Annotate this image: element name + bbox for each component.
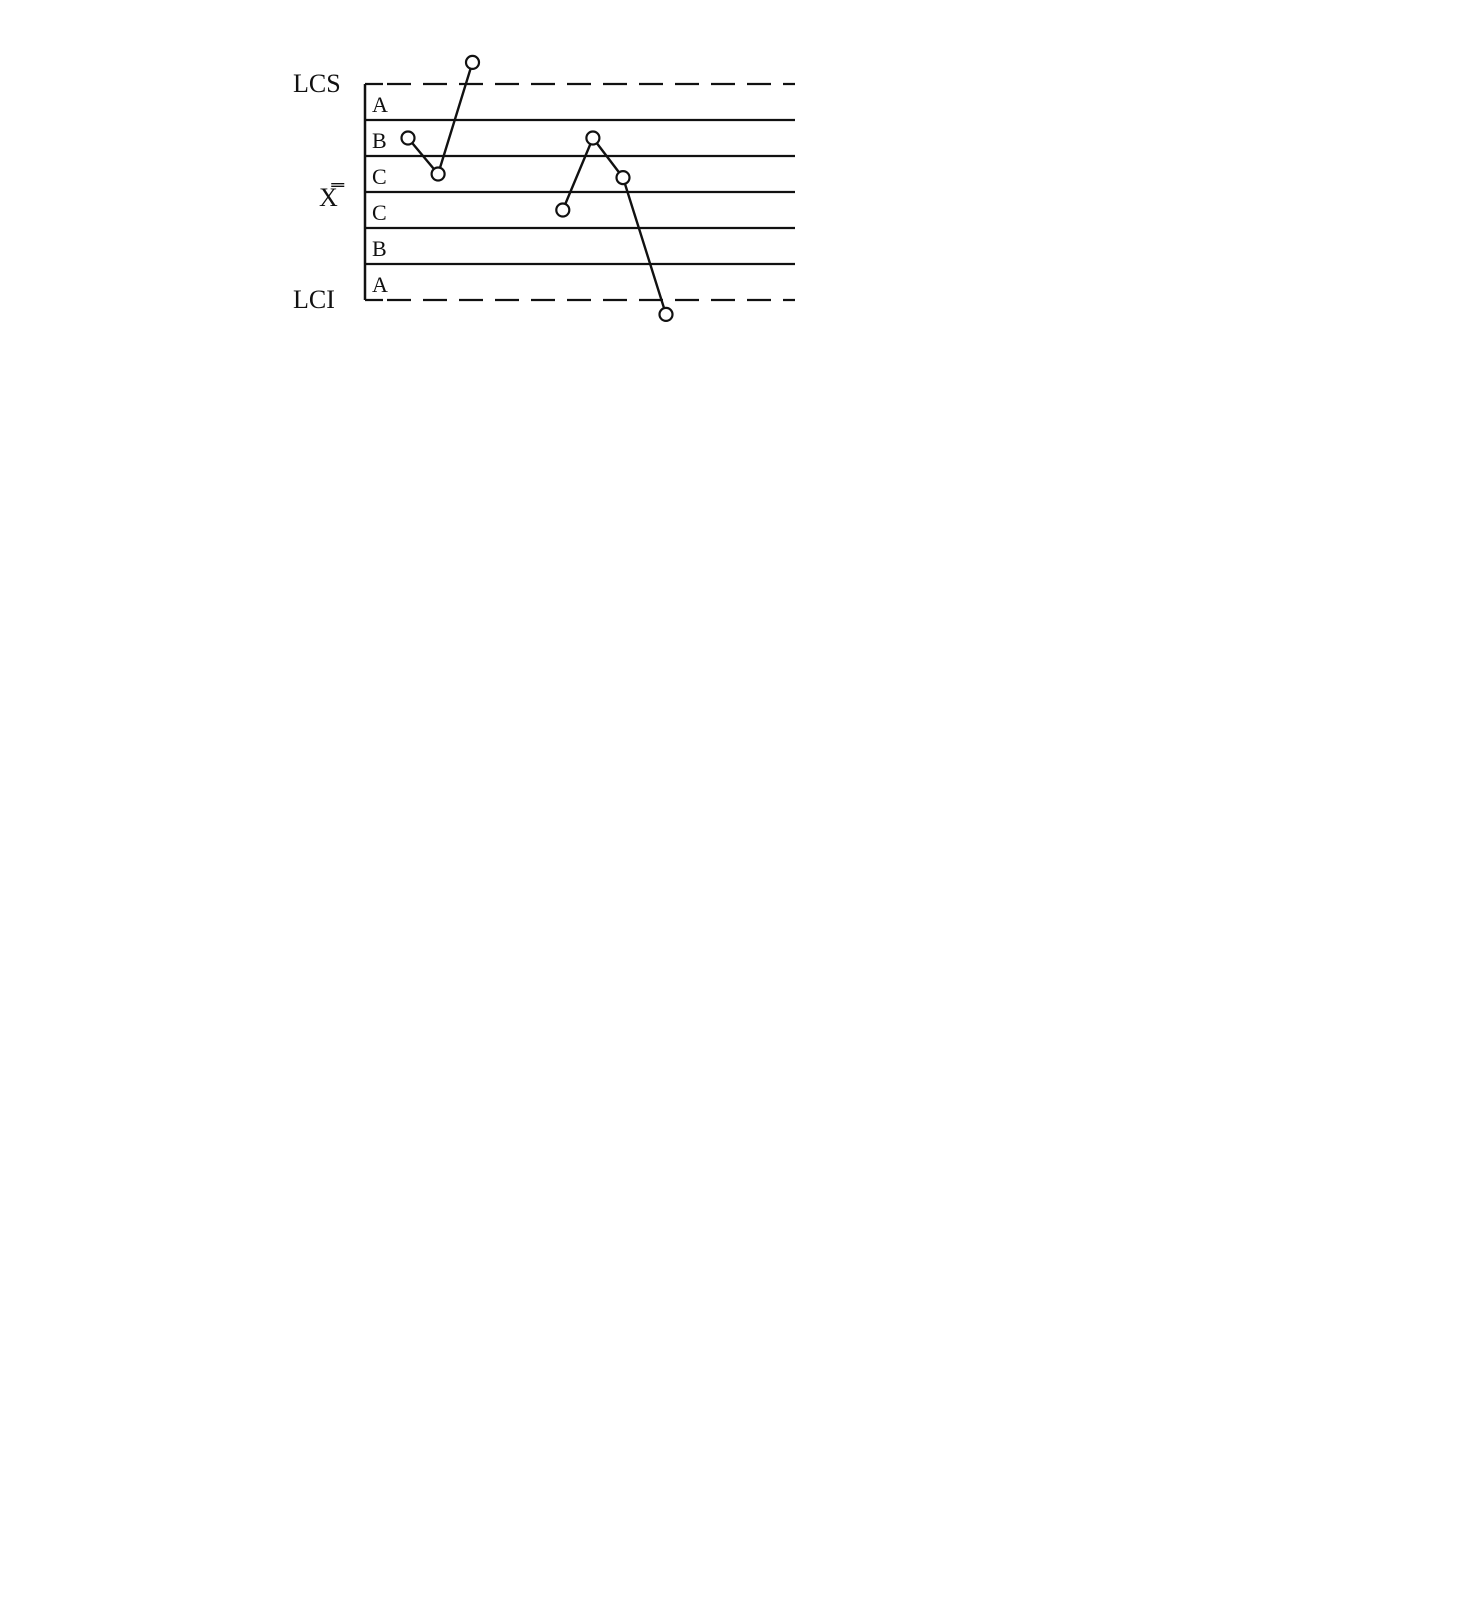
zone-label: A — [372, 92, 388, 118]
ucl-label: LCS — [293, 69, 341, 98]
data-point — [432, 168, 445, 181]
data-point — [660, 308, 673, 321]
data-point — [402, 132, 415, 145]
zone-label: B — [372, 236, 387, 262]
series-line — [408, 62, 473, 174]
data-point — [586, 132, 599, 145]
data-point — [466, 56, 479, 69]
chart-panel-1 — [293, 56, 795, 321]
zone-label: C — [372, 164, 387, 190]
zone-label: B — [372, 128, 387, 154]
data-point — [556, 204, 569, 217]
center-label: X̿ — [319, 183, 338, 212]
lcl-label: LCI — [293, 285, 335, 314]
zone-label: A — [372, 272, 388, 298]
zone-label: C — [372, 200, 387, 226]
series-line — [563, 138, 666, 314]
data-point — [617, 171, 630, 184]
